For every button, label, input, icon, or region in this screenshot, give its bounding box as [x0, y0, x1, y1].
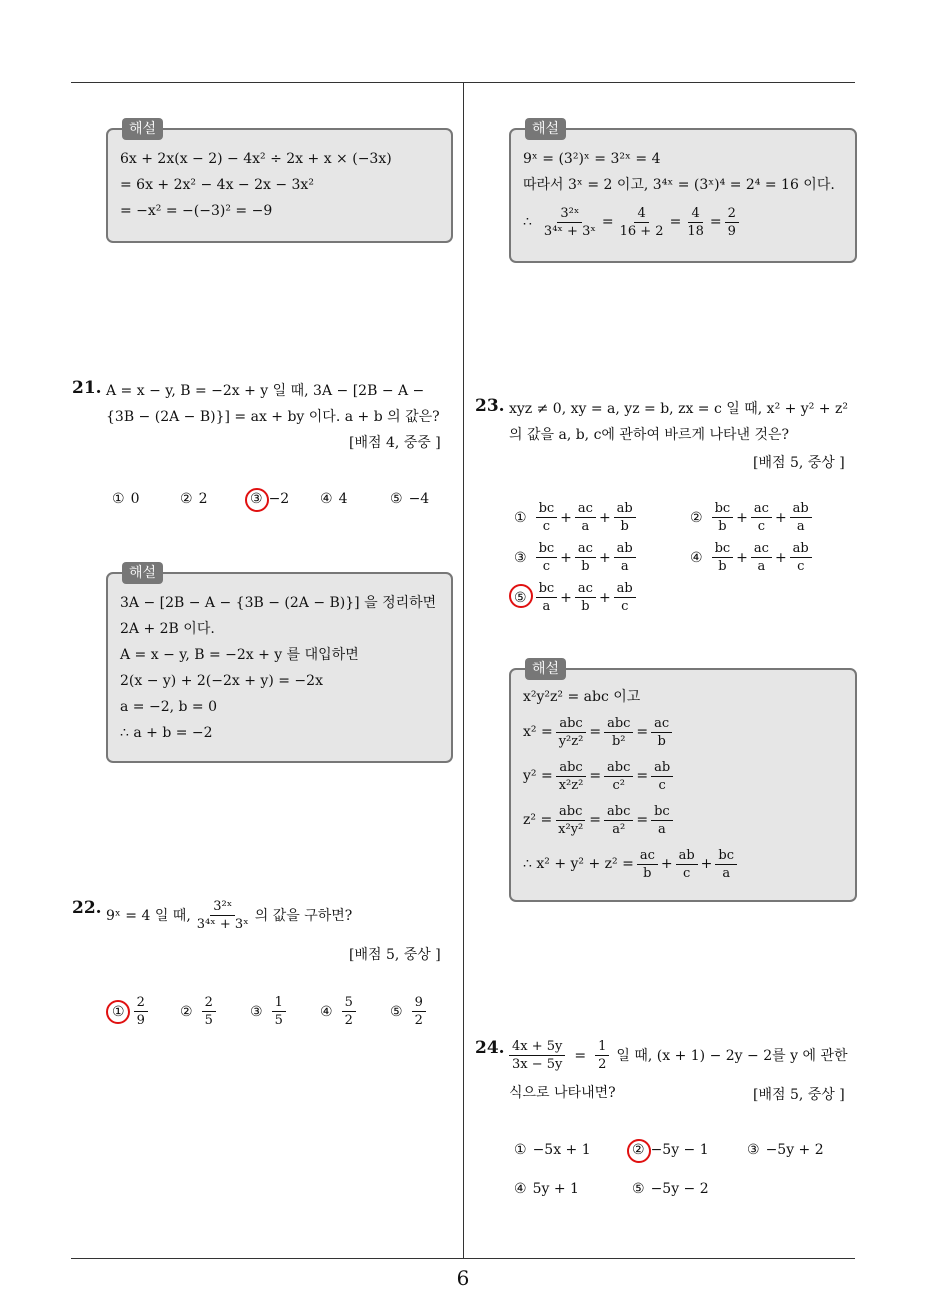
fraction-numerator: ab — [614, 540, 636, 558]
choice-fraction — [536, 580, 558, 615]
answer-circle-24 — [627, 1139, 651, 1163]
solution-line — [523, 710, 843, 754]
solution-fraction — [651, 803, 673, 838]
solution-fraction — [604, 759, 633, 794]
choice-23-1[interactable] — [514, 500, 639, 535]
choice-21-4[interactable] — [320, 491, 347, 507]
therefore-symbol: ∴ — [523, 214, 532, 230]
fraction-numerator: bc — [712, 540, 734, 558]
question-24-text — [509, 1038, 848, 1073]
choice-22-2[interactable] — [180, 994, 219, 1029]
choice-mark: ② — [632, 1142, 645, 1158]
fraction-denominator: 2 — [414, 1013, 423, 1028]
fraction-denominator: 5 — [204, 1013, 213, 1028]
solution-label: 해설 — [525, 118, 566, 140]
choice-mark: ① — [112, 491, 125, 507]
choice-mark: ⑤ — [390, 491, 403, 507]
choice-23-2[interactable] — [690, 500, 815, 535]
question-fraction — [194, 898, 252, 933]
solution-line: 따라서 3ˣ = 2 이고, 3⁴ˣ = (3ˣ)⁴ = 2⁴ = 16 이다. — [523, 177, 835, 193]
fraction-numerator: bc — [536, 580, 558, 598]
fraction-numerator: 3²ˣ — [210, 898, 235, 916]
page-number: 6 — [456, 1266, 470, 1290]
fraction-numerator: abc — [556, 715, 585, 733]
fraction-numerator: abc — [604, 759, 633, 777]
fraction-denominator: 3x − 5y — [512, 1057, 563, 1072]
fraction-denominator: c — [797, 559, 805, 574]
choice-fraction — [202, 994, 216, 1029]
choice-mark: ③ — [250, 1003, 263, 1020]
fraction-numerator: abc — [604, 803, 633, 821]
fraction-denominator: 3⁴ˣ + 3ˣ — [543, 223, 596, 239]
choice-mark: ② — [690, 509, 703, 526]
fraction-numerator: 1 — [272, 994, 286, 1012]
choice-mark: ④ — [320, 1003, 333, 1020]
fraction-denominator: x²z² — [558, 777, 584, 793]
equation-lhs: ∴ x² + y² + z² = — [523, 856, 634, 872]
choice-text: −5y + 2 — [765, 1142, 824, 1158]
fraction-denominator: a — [542, 599, 551, 614]
fraction-denominator: c — [658, 777, 666, 793]
solution-fraction — [604, 803, 633, 838]
choice-text: 0 — [130, 491, 140, 507]
fraction-denominator: a — [722, 865, 731, 881]
question-line: 의 값을 a, b, c에 관하여 바르게 나타낸 것은? — [509, 427, 790, 443]
fraction-numerator: 9 — [412, 994, 426, 1012]
choice-fraction — [342, 994, 356, 1029]
fraction-numerator: ac — [751, 540, 772, 558]
fraction-denominator: a — [581, 519, 590, 534]
choice-mark: ③ — [250, 491, 263, 507]
fraction-numerator: 4 — [688, 205, 702, 223]
fraction-numerator: ab — [676, 847, 698, 865]
solution-line — [523, 754, 843, 798]
question-number-24: 24. — [475, 1038, 505, 1058]
choice-fraction — [790, 500, 812, 535]
fraction-denominator: b — [581, 599, 590, 614]
score-label-22: [배점 5, 중상 ] — [349, 947, 441, 963]
solution-box-23 — [509, 661, 857, 902]
solution-line: x²y²z² = abc 이고 — [523, 689, 641, 705]
solution-line: a = −2, b = 0 — [120, 699, 218, 715]
choice-text: 2 — [198, 491, 208, 507]
choice-fraction — [751, 500, 772, 535]
choice-fraction — [712, 500, 734, 535]
fraction-numerator: 3²ˣ — [557, 205, 582, 223]
solution-fraction — [684, 205, 707, 240]
choice-mark: ④ — [514, 1181, 527, 1197]
fraction-numerator: bc — [536, 540, 558, 558]
equation-lhs: z² = — [523, 812, 553, 828]
fraction-denominator: b — [718, 519, 727, 534]
plus-sign: + — [560, 549, 572, 566]
choice-text: −5y − 2 — [650, 1181, 709, 1197]
fraction-numerator: abc — [556, 803, 585, 821]
choice-text: −4 — [408, 491, 430, 507]
choice-text: 5y + 1 — [532, 1181, 579, 1197]
fraction-numerator: 2 — [134, 994, 148, 1012]
fraction-denominator: b — [581, 559, 590, 574]
solution-line: = −x² = −(−3)² = −9 — [120, 203, 273, 219]
score-label-21: [배점 4, 중중 ] — [349, 435, 441, 451]
solution-line: 2A + 2B 이다. — [120, 621, 215, 637]
fraction-denominator: 16 + 2 — [619, 223, 664, 239]
fraction-numerator: bc — [712, 500, 734, 518]
question-line: A = x − y, B = −2x + y 일 때, 3A − [2B − A − — [106, 383, 425, 399]
equals-sign: = — [709, 214, 722, 230]
fraction-numerator: ab — [790, 500, 812, 518]
question-text: 일 때, (x + 1) − 2y − 2를 y 에 관한 — [616, 1047, 848, 1064]
solution-line: ∴ a + b = −2 — [120, 725, 213, 741]
solution-line: = 6x + 2x² − 4x − 2x − 3x² — [120, 177, 314, 193]
fraction-numerator: ab — [614, 500, 636, 518]
choice-fraction — [272, 994, 286, 1029]
question-21-text — [106, 378, 440, 430]
choice-23-3[interactable] — [514, 540, 639, 575]
fraction-denominator: 5 — [274, 1013, 283, 1028]
plus-sign: + — [598, 549, 611, 566]
question-text: 9ˣ = 4 일 때, — [106, 907, 191, 924]
plus-sign: + — [560, 589, 572, 606]
column-divider — [463, 83, 464, 1259]
fraction-denominator: a — [658, 821, 666, 837]
score-label-23: [배점 5, 중상 ] — [753, 455, 845, 471]
fraction-denominator: a — [796, 519, 805, 534]
equals-sign: = — [636, 724, 649, 740]
fraction-denominator: a² — [612, 821, 626, 837]
choice-fraction — [614, 500, 636, 535]
fraction-denominator: 18 — [687, 223, 704, 239]
fraction-numerator: 4x + 5y — [509, 1038, 565, 1056]
fraction-denominator: b — [620, 519, 629, 534]
fraction-denominator: 3⁴ˣ + 3ˣ — [196, 917, 249, 932]
fraction-denominator: c — [757, 519, 766, 534]
choice-24-5[interactable] — [632, 1181, 709, 1197]
choice-mark: ④ — [320, 491, 333, 507]
fraction-denominator: b² — [611, 733, 626, 749]
choice-mark: ④ — [690, 549, 703, 566]
fraction-denominator: x²y² — [558, 821, 584, 837]
fraction-denominator: c² — [612, 777, 625, 793]
fraction-denominator: c — [621, 599, 629, 614]
fraction-numerator: ab — [651, 759, 673, 777]
plus-sign: + — [660, 856, 673, 872]
fraction-numerator: ac — [637, 847, 658, 865]
equals-sign: = — [589, 812, 602, 828]
solution-line: 6x + 2x(x − 2) − 4x² ÷ 2x + x × (−3x) — [120, 151, 392, 167]
fraction-numerator: 5 — [342, 994, 356, 1012]
solution-rows — [523, 710, 843, 886]
plus-sign: + — [736, 549, 748, 566]
equals-sign: = — [669, 214, 682, 230]
plus-sign: + — [598, 509, 611, 526]
choice-text: −2 — [268, 491, 290, 507]
choice-fraction — [575, 500, 596, 535]
solution-line: 9ˣ = (3²)ˣ = 3²ˣ = 4 — [523, 151, 661, 167]
question-fraction — [509, 1038, 565, 1073]
question-fraction — [595, 1038, 609, 1073]
choice-fraction — [575, 580, 596, 615]
choice-fraction — [134, 994, 148, 1029]
answer-circle-23 — [509, 584, 533, 608]
equals-sign: = — [589, 768, 602, 784]
choice-text: −5y − 1 — [650, 1142, 709, 1158]
fraction-denominator: y²z² — [558, 733, 584, 749]
choice-22-5[interactable] — [390, 994, 429, 1029]
fraction-numerator: bc — [536, 500, 558, 518]
plus-sign: + — [774, 509, 787, 526]
choice-mark: ① — [514, 1142, 527, 1158]
solution-line — [523, 198, 843, 246]
solution-line: 2(x − y) + 2(−2x + y) = −2x — [120, 673, 323, 689]
choice-fraction — [412, 994, 426, 1029]
question-23-text — [509, 396, 848, 448]
fraction-numerator: ab — [614, 580, 636, 598]
fraction-denominator: b — [643, 865, 652, 881]
choice-fraction — [712, 540, 734, 575]
solution-box-20 — [106, 121, 453, 243]
choice-mark: ③ — [747, 1142, 760, 1158]
solution-fraction — [541, 205, 599, 240]
choice-text: −5x + 1 — [532, 1142, 591, 1158]
solution-fraction — [725, 205, 739, 240]
solution-fraction — [676, 847, 698, 882]
fraction-numerator: ac — [751, 500, 772, 518]
equals-sign: = — [589, 724, 602, 740]
plus-sign: + — [700, 856, 713, 872]
choice-fraction — [790, 540, 812, 575]
choice-mark: ⑤ — [632, 1181, 645, 1197]
fraction-numerator: bc — [651, 803, 673, 821]
fraction-numerator: ac — [575, 540, 596, 558]
question-line: xyz ≠ 0, xy = a, yz = b, zx = c 일 때, x² + y² + z² — [509, 401, 848, 417]
solution-label: 해설 — [525, 658, 566, 680]
fraction-denominator: 2 — [344, 1013, 353, 1028]
question-number-21: 21. — [72, 378, 102, 398]
fraction-numerator: 4 — [634, 205, 648, 223]
answer-circle-21 — [245, 488, 269, 512]
solution-fraction — [651, 715, 672, 750]
solution-fraction — [556, 715, 587, 750]
solution-fraction — [637, 847, 658, 882]
solution-box-21 — [106, 565, 453, 763]
choice-24-4[interactable] — [514, 1181, 579, 1197]
question-line: 식으로 나타내면? — [509, 1085, 616, 1101]
fraction-numerator: ac — [575, 580, 596, 598]
equals-sign: = — [574, 1047, 587, 1064]
choice-mark: ② — [180, 1003, 193, 1020]
solution-box-22 — [509, 121, 857, 263]
plus-sign: + — [736, 509, 748, 526]
fraction-numerator: ab — [790, 540, 812, 558]
fraction-numerator: bc — [715, 847, 737, 865]
answer-circle-22 — [106, 1000, 130, 1024]
equals-sign: = — [636, 812, 649, 828]
fraction-numerator: abc — [556, 759, 585, 777]
fraction-denominator: b — [718, 559, 727, 574]
question-number-23: 23. — [475, 396, 505, 416]
plus-sign: + — [560, 509, 572, 526]
question-number-22: 22. — [72, 898, 102, 918]
solution-fraction — [715, 847, 737, 882]
fraction-numerator: 1 — [595, 1038, 609, 1056]
fraction-denominator: a — [757, 559, 766, 574]
question-line: {3B − (2A − B)}] = ax + by 이다. a + b 의 값은? — [106, 409, 440, 425]
choice-21-2[interactable] — [180, 491, 207, 507]
choice-fraction — [536, 540, 558, 575]
plus-sign: + — [774, 549, 787, 566]
choice-mark: ① — [514, 509, 527, 526]
choice-fraction — [751, 540, 772, 575]
choice-mark: ⑤ — [390, 1003, 403, 1020]
choice-21-5[interactable] — [390, 491, 429, 507]
choice-24-1[interactable] — [514, 1142, 591, 1158]
choice-fraction — [614, 580, 636, 615]
fraction-numerator: 2 — [202, 994, 216, 1012]
bottom-rule — [71, 1258, 855, 1259]
fraction-denominator: a — [620, 559, 629, 574]
fraction-denominator: b — [657, 733, 666, 749]
solution-line: A = x − y, B = −2x + y 를 대입하면 — [120, 647, 359, 663]
fraction-denominator: 9 — [727, 223, 736, 239]
solution-line — [523, 842, 843, 886]
score-label-24: [배점 5, 중상 ] — [753, 1087, 845, 1103]
fraction-denominator: c — [682, 865, 691, 881]
fraction-denominator: 9 — [136, 1013, 145, 1028]
solution-label: 해설 — [122, 562, 163, 584]
choice-mark: ③ — [514, 549, 527, 566]
choice-21-1[interactable] — [112, 491, 139, 507]
equation-lhs: x² = — [523, 724, 553, 740]
question-22-text — [106, 898, 352, 933]
choice-fraction — [536, 500, 558, 535]
choice-mark: ⑤ — [514, 589, 527, 606]
equation-lhs: y² = — [523, 768, 553, 784]
choice-text: 4 — [338, 491, 348, 507]
equals-sign: = — [636, 768, 649, 784]
choice-22-4[interactable] — [320, 994, 359, 1029]
equals-sign: = — [601, 214, 614, 230]
solution-line — [523, 798, 843, 842]
choice-fraction — [575, 540, 596, 575]
solution-fraction — [651, 759, 673, 794]
fraction-numerator: ac — [575, 500, 596, 518]
fraction-numerator: ac — [651, 715, 672, 733]
choice-22-3[interactable] — [250, 994, 289, 1029]
choice-fraction — [614, 540, 636, 575]
solution-fraction — [617, 205, 667, 240]
solution-fraction — [556, 759, 587, 794]
question-text: 의 값을 구하면? — [254, 907, 353, 924]
choice-mark: ① — [112, 1003, 125, 1020]
solution-fraction — [555, 803, 586, 838]
choice-23-4[interactable] — [690, 540, 815, 575]
fraction-numerator: 2 — [725, 205, 739, 223]
solution-fraction — [604, 715, 633, 750]
choice-mark: ② — [180, 491, 193, 507]
solution-line: 3A − [2B − A − {3B − (2A − B)}] 을 정리하면 — [120, 595, 437, 611]
plus-sign: + — [598, 589, 611, 606]
fraction-denominator: 2 — [598, 1057, 607, 1072]
choice-24-3[interactable] — [747, 1142, 824, 1158]
fraction-denominator: c — [542, 519, 550, 534]
solution-label: 해설 — [122, 118, 163, 140]
fraction-numerator: abc — [604, 715, 633, 733]
fraction-denominator: c — [542, 559, 550, 574]
